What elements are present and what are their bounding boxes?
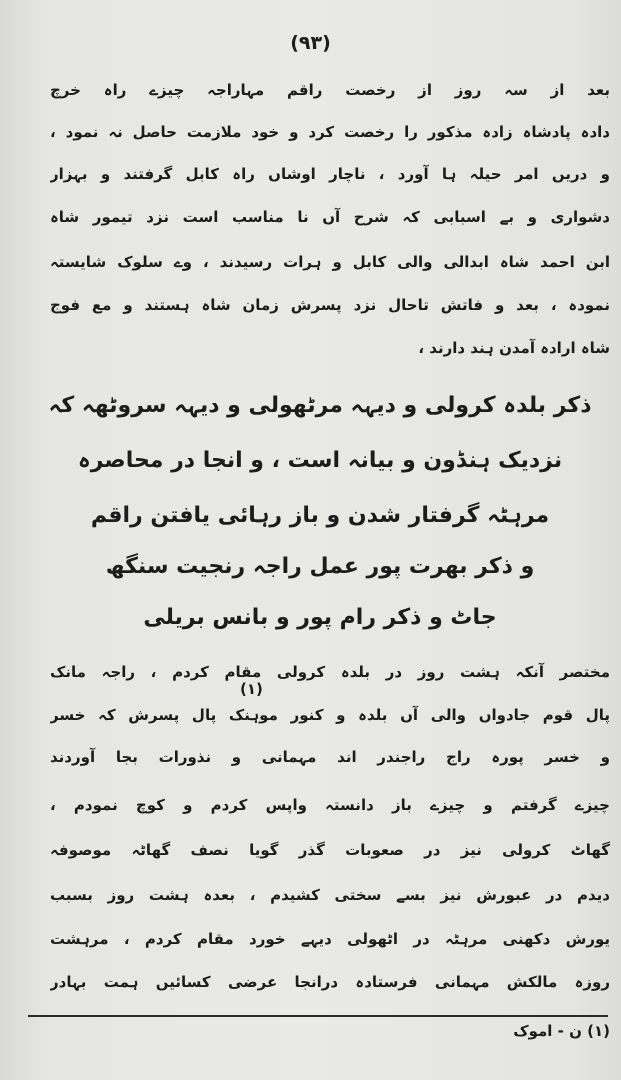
footnote-divider xyxy=(28,1015,608,1017)
text-line: ابن احمد شاہ ابدالی والی کابل و ہرات رسیدند ، وے سلوک شایستہ xyxy=(50,253,610,271)
text-line: روزہ مالکش مہمانی فرستادہ درانجا عرضی کسائیں ہمت بہادر xyxy=(50,973,610,991)
heading-line: جاٹ و ذکر رام پور و بانس بریلی xyxy=(143,605,497,630)
text-line: دشواری و بے اسبابی کہ شرح آں نا مناسب است نزد تیمور شاہ xyxy=(50,208,610,226)
text-line: دیدم در عبورش نیز بسے سختی کشیدم ، بعدہ ہشت روز بسبب xyxy=(50,886,610,904)
footnote: (۱) ن - اموک xyxy=(513,1022,610,1040)
page-number: (۹۳) xyxy=(290,32,331,54)
text-line: و دریں امر حیلہ ہا آورد ، ناچار اوشاں راہ کابل گرفتند و بہزار xyxy=(50,165,610,183)
text-line: یورش دکھنی مرہٹہ در اٹھولی دیہے خورد مقام کردم ، مرہشت xyxy=(50,930,610,948)
heading-line: مرہٹہ گرفتار شدن و باز رہائی یافتن راقم xyxy=(90,503,550,528)
text-line: بعد از سہ روز از رخصت راقم مہاراجہ چیزے راہ خرچ xyxy=(50,81,610,99)
text-line: مختصر آنکہ ہشت روز در بلدہ کرولی مقام کردم ، راجہ مانک xyxy=(50,663,610,681)
text-line: دادہ پادشاہ زادہ مذکور را رخصت کرد و خود ملازمت حاصل نہ نمود ، xyxy=(50,123,610,141)
text-line: گھاٹ کرولی نیز در صعوبات گذر گویا نصف گھاٹہ موصوفہ xyxy=(50,841,610,859)
text-line: شاہ ارادہ آمدن ہند دارند ، xyxy=(418,339,610,357)
text-line: نمودہ ، بعد و فاتش تاحال نزد پسرش زمان شاہ ہستند و مع فوج xyxy=(50,296,610,314)
heading-line: ذکر بلدہ کرولی و دیہہ مرٹھولی و دیہہ سروٹھہ کہ xyxy=(48,393,592,418)
heading-line: نزدیک ہنڈون و بیانہ است ، و انجا در محاصرہ xyxy=(77,448,563,473)
footnote-marker: (۱) xyxy=(240,680,263,698)
text-line: و خسر پورہ راج راجندر اند مہمانی و نذورات بجا آوردند xyxy=(50,748,610,766)
text-line: پال قوم جادواں والی آں بلدہ و کنور موہنک پال پسرش کہ خسر xyxy=(50,706,610,724)
text-line: چیزے گرفتم و چیزے باز دانستہ واپس کردم و کوچ نمودم ، xyxy=(50,796,610,814)
heading-line: و ذکر بھرت پور عمل راجہ رنجیت سنگھ xyxy=(105,554,535,579)
